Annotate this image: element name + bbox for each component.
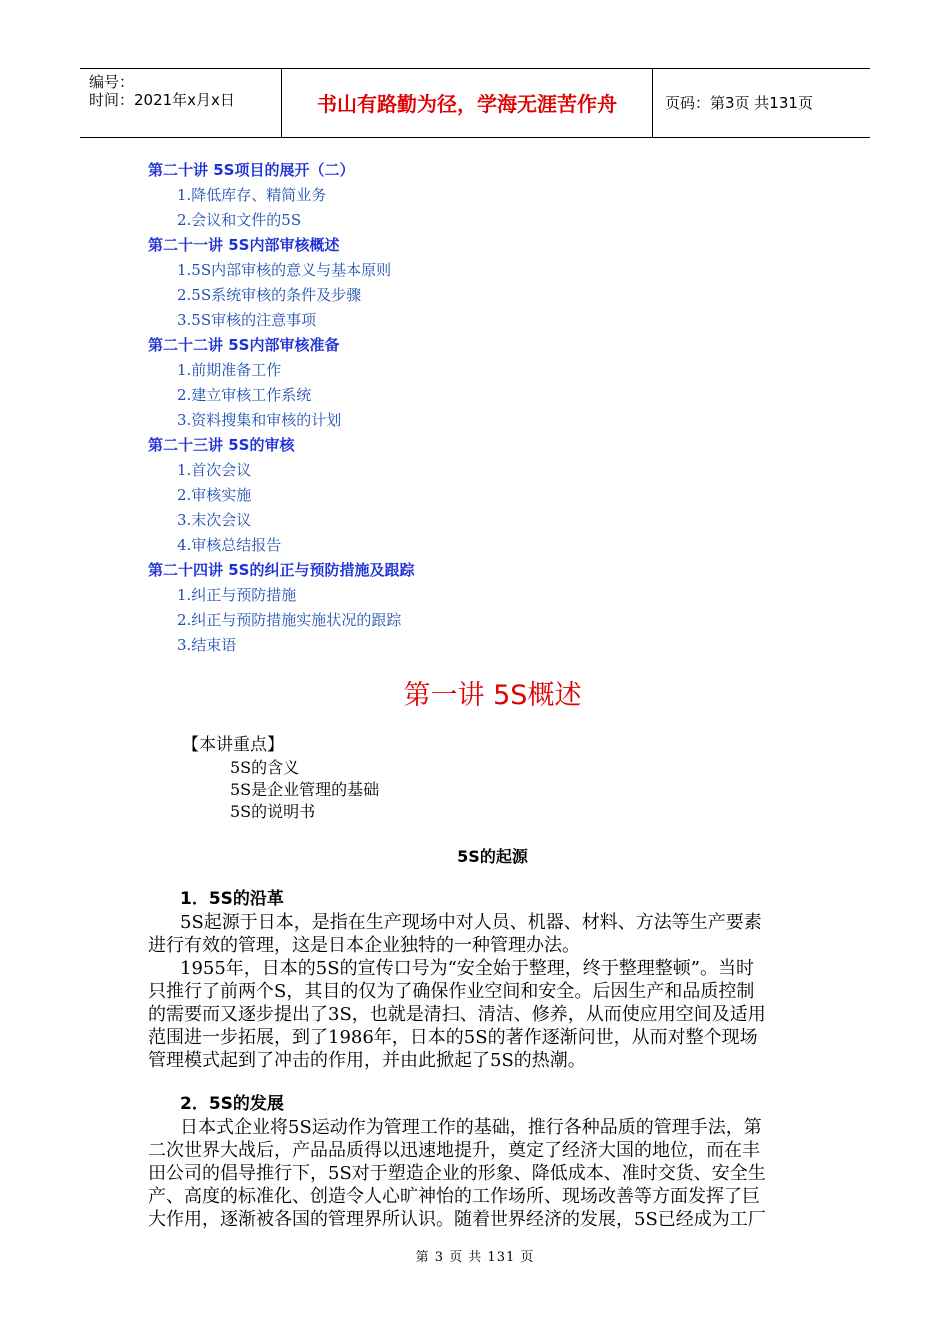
toc-item: 3.末次会议 (177, 511, 252, 529)
paragraph-line: 的需要而又逐步提出了3S，也就是清扫、清洁、修养，从而使应用空间及适用 (148, 1004, 766, 1025)
paragraph-line: 二次世界大战后，产品品质得以迅速地提升，奠定了经济大国的地位，而在丰 (148, 1140, 760, 1161)
header-motto-cell (282, 69, 653, 137)
toc-item: 1.首次会议 (177, 461, 252, 479)
toc-item: 2.会议和文件的5S (177, 211, 302, 229)
toc-item: 1.5S内部审核的意义与基本原则 (177, 261, 392, 279)
subsection-heading: 2．5S的发展 (180, 1094, 284, 1114)
page-number-label: 页码：第3页 共131页 (665, 94, 813, 112)
toc-item: 1.前期准备工作 (177, 361, 282, 379)
toc-item: 2.5S系统审核的条件及步骤 (177, 286, 362, 304)
paragraph-line: 只推行了前两个S，其目的仅为了确保作业空间和安全。后因生产和品质控制 (148, 981, 755, 1002)
page-footer: 第 3 页 共 131 页 (415, 1250, 535, 1265)
toc-item: 3.结束语 (177, 636, 237, 654)
toc-item: 4.审核总结报告 (177, 536, 282, 554)
motto-text: 书山有路勤为径，学海无涯苦作舟 (317, 92, 617, 116)
paragraph-line: 进行有效的管理，这是日本企业独特的一种管理办法。 (148, 935, 580, 956)
paragraph-line: 产、高度的标准化、创造令人心旷神怡的工作场所、现场改善等方面发挥了巨 (148, 1186, 760, 1207)
paragraph-line: 管理模式起到了冲击的作用，并由此掀起了5S的热潮。 (148, 1050, 586, 1071)
toc-chapter: 第二十四讲 5S的纠正与预防措施及跟踪 (148, 561, 415, 579)
section-title: 5S的起源 (457, 847, 528, 866)
toc-item: 2.建立审核工作系统 (177, 386, 312, 404)
page-header (80, 68, 870, 138)
toc-item: 2.审核实施 (177, 486, 252, 504)
toc-chapter: 第二十三讲 5S的审核 (148, 436, 295, 454)
toc-item: 2.纠正与预防措施实施状况的跟踪 (177, 611, 402, 629)
paragraph-line: 5S起源于日本，是指在生产现场中对人员、机器、材料、方法等生产要素 (180, 912, 762, 933)
toc-item: 1.纠正与预防措施 (177, 586, 297, 604)
focus-label: 【本讲重点】 (182, 735, 284, 755)
toc-chapter: 第二十讲 5S项目的展开（二） (148, 161, 355, 179)
toc-item: 3.资料搜集和审核的计划 (177, 411, 342, 429)
subsection-heading: 1．5S的沿革 (180, 889, 284, 909)
lecture-title: 第一讲 5S概述 (403, 680, 582, 711)
paragraph-line: 1955年，日本的5S的宣传口号为“安全始于整理，终于整理整顿”。当时 (180, 958, 754, 979)
document-number-label: 编号： (89, 73, 135, 91)
paragraph-line: 日本式企业将5S运动作为管理工作的基础，推行各种品质的管理手法，第 (180, 1117, 762, 1138)
date-label: 时间：2021年x月x日 (89, 91, 235, 109)
focus-item: 5S的含义 (230, 758, 300, 777)
toc-item: 3.5S审核的注意事项 (177, 311, 317, 329)
toc-chapter: 第二十一讲 5S内部审核概述 (148, 236, 340, 254)
paragraph-line: 范围进一步拓展，到了1986年，日本的5S的著作逐渐问世，从而对整个现场 (148, 1027, 758, 1048)
toc-chapter: 第二十二讲 5S内部审核准备 (148, 336, 340, 354)
focus-item: 5S是企业管理的基础 (230, 780, 380, 799)
toc-item: 1.降低库存、精简业务 (177, 186, 327, 204)
header-meta-cell (80, 69, 282, 137)
paragraph-line: 大作用，逐渐被各国的管理界所认识。随着世界经济的发展，5S已经成为工厂 (148, 1209, 766, 1230)
header-page-cell (653, 69, 870, 137)
focus-item: 5S的说明书 (230, 802, 316, 821)
paragraph-line: 田公司的倡导推行下，5S对于塑造企业的形象、降低成本、准时交货、安全生 (148, 1163, 766, 1184)
